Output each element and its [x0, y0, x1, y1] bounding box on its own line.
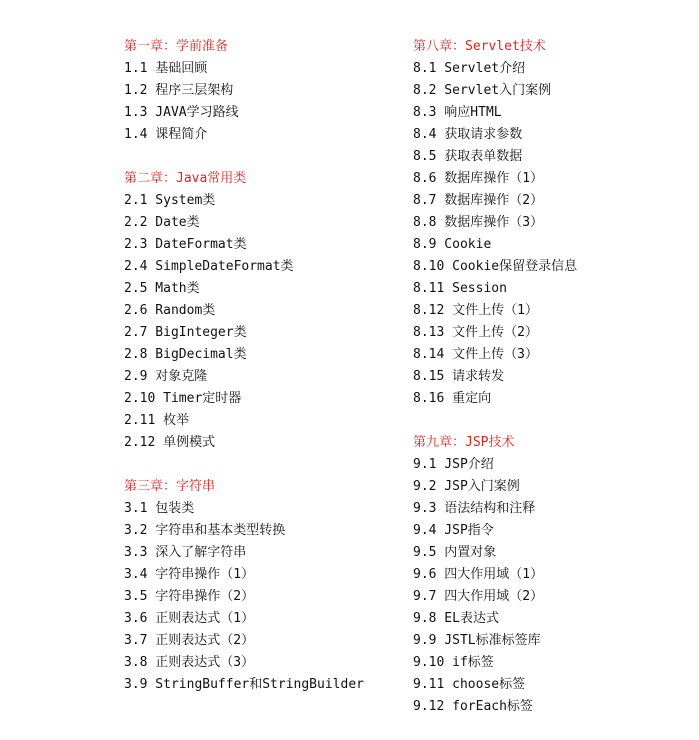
- toc-item: 1.4 课程简介: [124, 127, 208, 142]
- toc-item: 8.1 Servlet介绍: [413, 61, 526, 76]
- chapter-title: 第二章：Java常用类: [124, 171, 247, 186]
- toc-item: 8.6 数据库操作（1）: [413, 171, 544, 186]
- toc-item: 8.3 响应HTML: [413, 105, 502, 120]
- toc-item: 1.1 基础回顾: [124, 61, 208, 76]
- toc-item: 9.10 if标签: [413, 655, 494, 670]
- toc-item: 3.1 包装类: [124, 501, 195, 516]
- toc-item: 2.2 Date类: [124, 215, 200, 230]
- toc-item: 1.3 JAVA学习路线: [124, 105, 239, 120]
- toc-item: 8.14 文件上传（3）: [413, 347, 538, 362]
- toc-item: 9.5 内置对象: [413, 545, 497, 560]
- toc-item: 9.12 forEach标签: [413, 699, 533, 714]
- chapter-title: 第九章：JSP技术: [413, 435, 515, 450]
- toc-item: 8.7 数据库操作（2）: [413, 193, 544, 208]
- toc-item: 2.6 Random类: [124, 303, 216, 318]
- toc-item: 8.5 获取表单数据: [413, 149, 523, 164]
- toc-item: 3.4 字符串操作（1）: [124, 567, 255, 582]
- toc-item: 2.12 单例模式: [124, 435, 216, 450]
- toc-item: 3.9 StringBuffer和StringBuilder: [124, 677, 364, 692]
- toc-item: 8.12 文件上传（1）: [413, 303, 538, 318]
- toc-item: 2.10 Timer定时器: [124, 391, 242, 406]
- toc-item: 8.15 请求转发: [413, 369, 505, 384]
- toc-item: 2.8 BigDecimal类: [124, 347, 247, 362]
- chapter-section: [124, 476, 394, 696]
- toc-item: 8.2 Servlet入门案例: [413, 83, 552, 98]
- toc-item: 8.16 重定向: [413, 391, 492, 406]
- toc-item: 9.4 JSP指令: [413, 523, 494, 538]
- chapter-title: 第一章：学前准备: [124, 39, 229, 54]
- toc-item: 3.6 正则表达式（1）: [124, 611, 255, 626]
- toc-item: 9.11 choose标签: [413, 677, 526, 692]
- toc-item: 9.8 EL表达式: [413, 611, 499, 626]
- toc-item: 9.6 四大作用域（1）: [413, 567, 544, 582]
- chapter-section: [413, 36, 683, 410]
- toc-item: 9.9 JSTL标准标签库: [413, 633, 541, 648]
- toc-item: 8.4 获取请求参数: [413, 127, 523, 142]
- toc-item: 2.7 BigInteger类: [124, 325, 247, 340]
- toc-item: 9.1 JSP介绍: [413, 457, 494, 472]
- toc-item: 2.1 System类: [124, 193, 216, 208]
- toc-item: 3.8 正则表达式（3）: [124, 655, 255, 670]
- toc-item: 2.5 Math类: [124, 281, 200, 296]
- chapter-title: 第三章：字符串: [124, 479, 216, 494]
- toc-item: 2.3 DateFormat类: [124, 237, 247, 252]
- toc-left-column: [124, 36, 394, 718]
- chapter-section: [124, 36, 394, 146]
- toc-item: 2.9 对象克隆: [124, 369, 208, 384]
- toc-item: 3.2 字符串和基本类型转换: [124, 523, 286, 538]
- toc-item: 3.5 字符串操作（2）: [124, 589, 255, 604]
- chapter-section: [413, 432, 683, 718]
- toc-item: 9.3 语法结构和注释: [413, 501, 536, 516]
- toc-right-column: [413, 36, 683, 740]
- toc-item: 9.7 四大作用域（2）: [413, 589, 544, 604]
- toc-item: 3.3 深入了解字符串: [124, 545, 247, 560]
- toc-item: 8.13 文件上传（2）: [413, 325, 538, 340]
- toc-item: 2.4 SimpleDateFormat类: [124, 259, 294, 274]
- toc-item: 8.10 Cookie保留登录信息: [413, 259, 578, 274]
- chapter-section: [124, 168, 394, 454]
- chapter-title: 第八章：Servlet技术: [413, 39, 546, 54]
- toc-item: 2.11 枚举: [124, 413, 190, 428]
- toc-item: 3.7 正则表达式（2）: [124, 633, 255, 648]
- toc-item: 8.9 Cookie: [413, 237, 492, 252]
- toc-item: 8.11 Session: [413, 281, 507, 296]
- toc-item: 9.2 JSP入门案例: [413, 479, 520, 494]
- toc-item: 1.2 程序三层架构: [124, 83, 234, 98]
- toc-item: 8.8 数据库操作（3）: [413, 215, 544, 230]
